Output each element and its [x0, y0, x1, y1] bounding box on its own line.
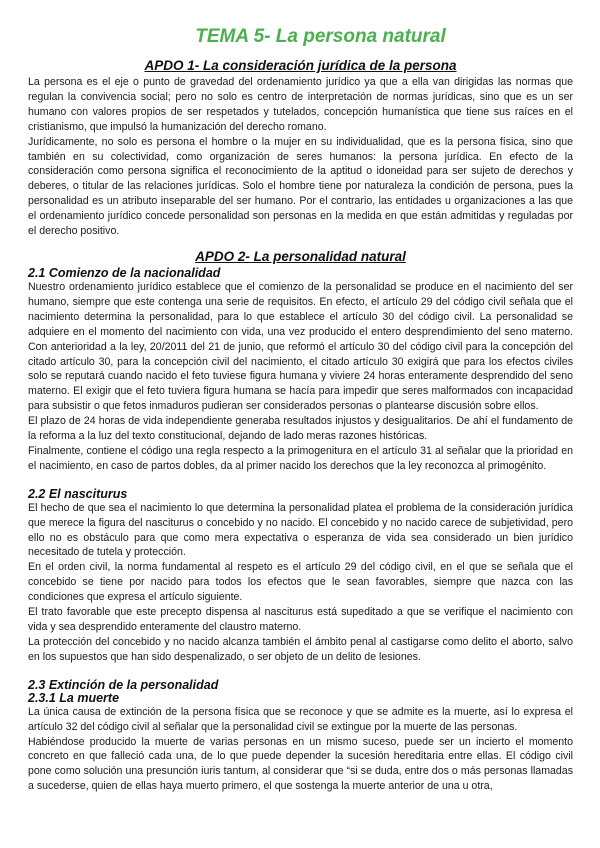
paragraph: La única causa de extinción de la persona física que se reconoce y que se admite es la muerte, así lo expresa el artículo 32 del código civil al señalar que la personalidad civil se extingue por la muerte de las personas.: [28, 705, 573, 733]
paragraph: El hecho de que sea el nacimiento lo que determina la personalidad platea el problema de la consideración jurídica que merece la figura del nasciturus o concebido y no nacido. El concebido y no nacido carece de subjetividad, pero ello no es obstáculo para que como mera expectativa o esperanza de vida sea considerado un bien jurídico necesitado de tutela y protección.: [28, 501, 573, 559]
section-2-1-heading: 2.1 Comienzo de la nacionalidad: [28, 265, 221, 280]
apdo2-heading: APDO 2- La personalidad natural: [195, 248, 406, 264]
section-2-3-heading: 2.3 Extinción de la personalidad: [28, 677, 219, 692]
paragraph: Nuestro ordenamiento jurídico establece que el comienzo de la personalidad se produce en el nacimiento del ser humano, siempre que este contenga una serie de requisitos. En efecto, el artículo 29 del código civil señala que el nacimiento determina la personalidad, para lo que establece el artículo 30 del código civil. La personalidad se adquiere en el momento del nacimiento con vida, una vez producido el entero desprendimiento del seno materno. Con anterioridad a la ley, 20/2011 del 21 de junio, que reformó el artículo 30 del código civil para la concepción del citado artículo 30, para la concepción civil del nacimiento, el citado artículo 30 exigirá que para los efectos civiles solo se reputará cuando nacido el feto tuviese figura humana y viviere 24 horas enteramente desprendido del seno materno. El exigir que el feto tuviera figura humana se hacía para impedir que seres malformados con incapacidad para subsistir o que fetos inmaduros pudieran ser considerados personas o plantearse discusión sobre ellos.: [28, 280, 573, 413]
paragraph: Jurídicamente, no solo es persona el hombre o la mujer en su individualidad, que es la persona física, sino que también en su colectividad, como organización de seres humanos: la persona jurídica. En efecto de la consideración como persona significa el reconocimiento de la aptitud o idoneidad para ser sujeto de derechos y deberes, o titular de las relaciones jurídicas. Solo el hombre tiene por naturaleza la condición de persona, pues la personalidad es un atributo inseparable del ser humano. Por el contrario, las entidades u organizaciones a las que el ordenamiento jurídico concede personalidad son personas en la medida en que están admitidas y reguladas por el derecho positivo.: [28, 135, 573, 238]
paragraph: Habiéndose producido la muerte de varias personas en un mismo suceso, puede ser un incierto el momento concreto en que falleció cada una, de lo que puede depender la sucesión hereditaria entre ellas. El código civil pone como solución una presunción iuris tantum, al considerar que “si se duda, entre dos o más personas llamadas a sucederse, quien de ellas haya muerto primero, el que sostenga la muerte anterior de una u otra,: [28, 735, 573, 793]
paragraph: El trato favorable que este precepto dispensa al nasciturus está supeditado a que se verifique el nacimiento con vida y sea desprendido enteramente del claustro materno.: [28, 606, 573, 633]
document-page: [28, 26, 573, 794]
paragraph: La persona es el eje o punto de gravedad del ordenamiento jurídico ya que a ella van dirigidas las normas que regulan la convivencia social; pero no solo es centro de interpretación de normas jurídicas, sino que es un ser humano con valores propios de ser respetados y tutelados, concepción humanística que tiene sus raíces en el cristianismo, que impulsó la humanización del derecho romano.: [28, 76, 573, 133]
apdo1-heading: APDO 1- La consideración jurídica de la persona: [144, 58, 457, 73]
paragraph: En el orden civil, la norma fundamental al respeto es el artículo 29 del código civil, en el que se señala que el concebido se tiene por nacido para todos los efectos que le sean favorables, siempre que nazca con las condiciones que expresa el artículo siguiente.: [28, 561, 573, 604]
paragraph: Finalmente, contiene el código una regla respecto a la primogenitura en el artículo 31 al señalar que la prioridad en el nacimiento, en caso de partos dobles, da al primer nacido los derechos que la ley reconozca al primogénito.: [28, 444, 573, 472]
paragraph: La protección del concebido y no nacido alcanza también el ámbito penal al castigarse como delito el aborto, salvo en los supuestos que han sido despenalizado, o ser objeto de un delito de lesiones.: [28, 635, 573, 663]
section-2-2-heading: 2.2 El nasciturus: [28, 486, 128, 501]
section-2-3-1-heading: 2.3.1 La muerte: [28, 690, 120, 705]
page-title: TEMA 5- La persona natural: [195, 26, 446, 47]
paragraph: El plazo de 24 horas de vida independiente generaba resultados injustos y desigualitarios. De ahí el fundamento de la reforma a la luz del texto constitucional, dejando de lado meras razones históricas.: [28, 415, 573, 443]
